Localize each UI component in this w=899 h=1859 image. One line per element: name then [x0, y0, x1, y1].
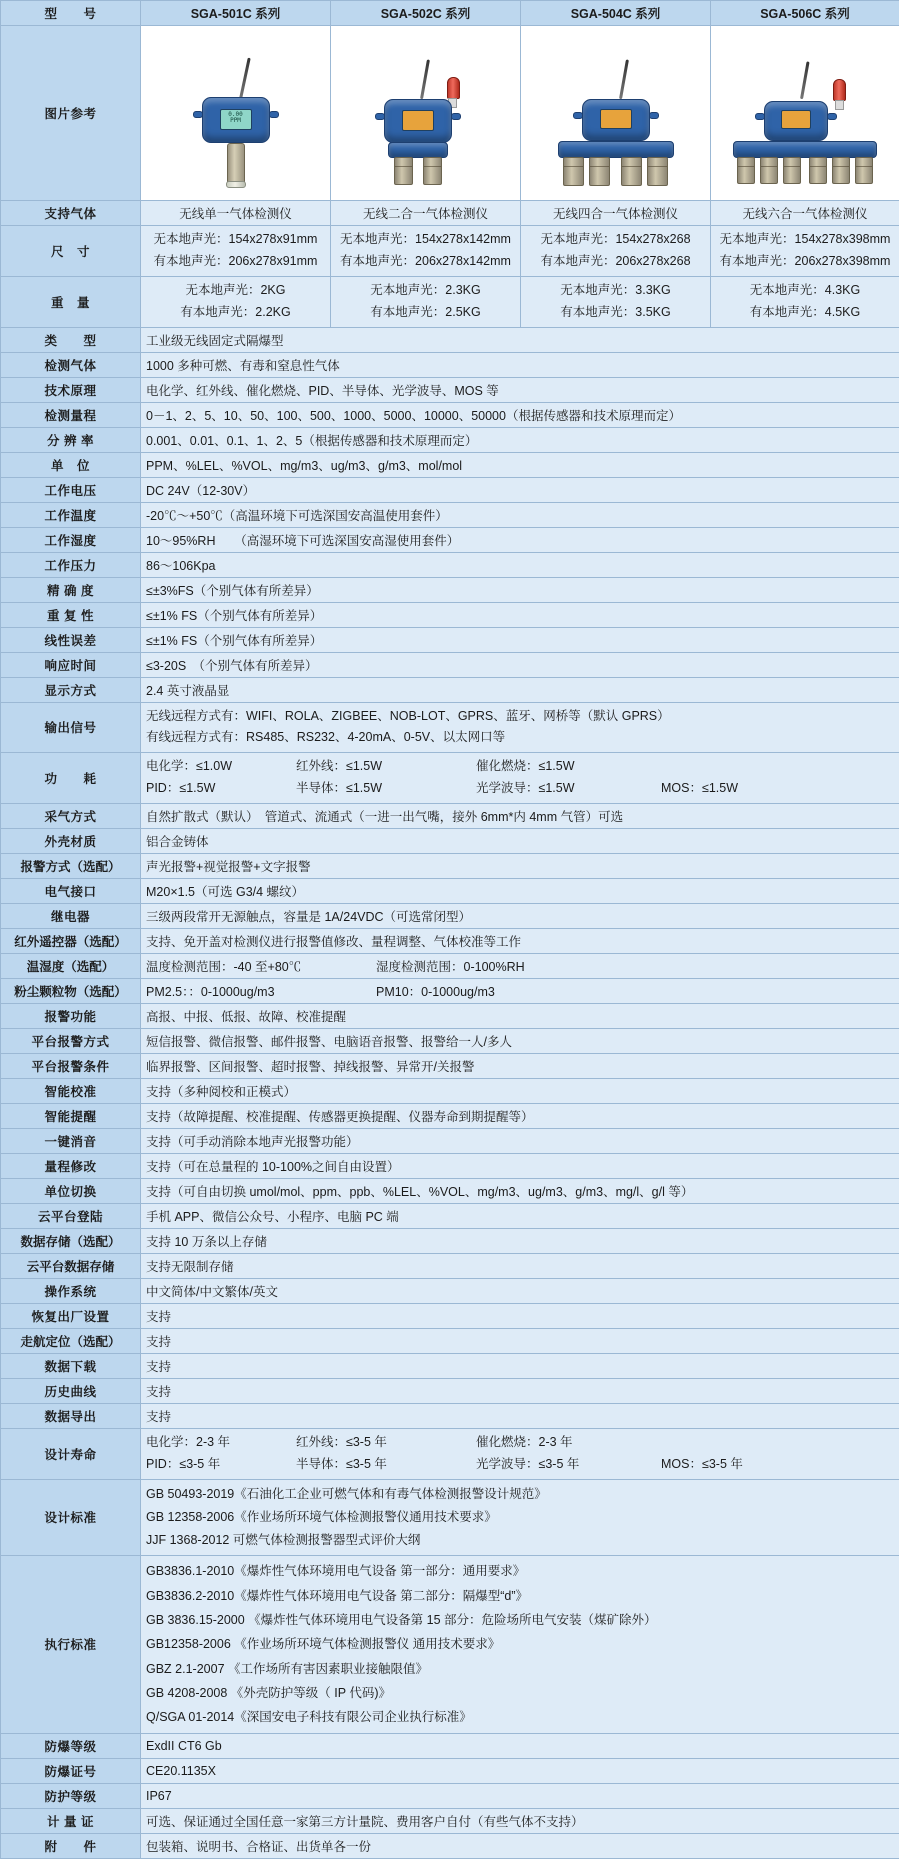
table-row-sampling [1, 804, 899, 829]
display-screen [600, 109, 632, 129]
table-row-cloud-storage [1, 1254, 899, 1279]
table-row-mobile-positioning [1, 1329, 899, 1354]
row-label-ir-remote: 红外遥控器（选配） [1, 929, 141, 954]
table-row-platform-alarm-condition [1, 1054, 899, 1079]
row-label-cloud-login: 云平台登陆 [1, 1204, 141, 1229]
table-row-principle [1, 377, 899, 402]
design-standard-3: JJF 1368-2012 可燃气体检测报警器型式评价大纲 [146, 1529, 894, 1552]
beacon-base [835, 100, 844, 110]
row-label-factory-reset: 恢复出厂设置 [1, 1304, 141, 1329]
row-value-range: 0－1、2、5、10、50、100、500、1000、5000、10000、50000（根据传感器和技术原理而定） [141, 402, 899, 427]
row-value-humidity: 10～95%RH （高湿环境下可选深国安高湿使用套件） [141, 527, 899, 552]
table-row-design-life [1, 1429, 899, 1480]
row-value-ex-rating: ExdII CT6 Gb [141, 1733, 899, 1758]
table-row-humidity [1, 527, 899, 552]
size-no-alarm-3: 无本地声光：154x278x268 [526, 229, 705, 251]
weight-with-alarm-1: 有本地声光：2.2KG [146, 302, 325, 324]
row-label-cloud-storage: 云平台数据存储 [1, 1254, 141, 1279]
exec-standard-2: GB3836.2-2010《爆炸性气体环境用电气设备 第二部分：隔爆型“d”》 [146, 1584, 894, 1608]
output-wired: 有线远程方式有：RS485、RS232、4-20mA、0-5V、以太网口等 [146, 727, 894, 749]
row-value-platform-alarm-mode: 短信报警、微信报警、邮件报警、电脑语音报警、报警给一人/多人 [141, 1029, 899, 1054]
gas-support-3: 无线四合一气体检测仪 [521, 201, 711, 226]
row-label-temp-humidity-option: 温湿度（选配） [1, 954, 141, 979]
gas-manifold [558, 141, 674, 158]
sensor-chamber-2 [589, 157, 610, 186]
row-value-cloud-storage: 支持无限制存储 [141, 1254, 899, 1279]
table-row-linearity [1, 627, 899, 652]
row-label-resolution: 分 辨 率 [1, 427, 141, 452]
sensor-chamber-3 [621, 157, 642, 186]
row-label-alarm-mode: 报警方式（选配） [1, 854, 141, 879]
device-image-506c [711, 26, 899, 201]
row-label-response-time: 响应时间 [1, 652, 141, 677]
row-value-detect-gas: 1000 多种可燃、有毒和窒息性气体 [141, 352, 899, 377]
size-with-alarm-3: 有本地声光：206x278x268 [526, 251, 705, 273]
gas-support-4: 无线六合一气体检测仪 [711, 201, 899, 226]
row-value-data-download: 支持 [141, 1354, 899, 1379]
row-value-os: 中文简体/中文繁体/英文 [141, 1279, 899, 1304]
weight-with-alarm-2: 有本地声光：2.5KG [336, 302, 515, 324]
row-value-repeatability: ≤±1% FS（个别气体有所差异） [141, 602, 899, 627]
antenna-icon [420, 59, 430, 99]
sensor-chamber-2 [760, 157, 778, 184]
table-row-ex-certificate [1, 1758, 899, 1783]
row-value-alarm-mode: 声光报警+视觉报警+文字报警 [141, 854, 899, 879]
size-with-alarm-1: 有本地声光：206x278x91mm [146, 251, 325, 273]
life-mos: MOS：≤3-5 年 [661, 1454, 743, 1476]
life-electrochemical: 电化学：2-3 年 [146, 1432, 296, 1454]
table-row-detect-gas [1, 352, 899, 377]
weight-cell-2 [331, 276, 521, 327]
alarm-beacon-icon [447, 77, 460, 99]
weight-no-alarm-1: 无本地声光：2KG [146, 280, 325, 302]
table-row-unit-switch [1, 1179, 899, 1204]
table-row-mute [1, 1129, 899, 1154]
table-row-gas-support [1, 201, 899, 226]
row-value-type: 工业级无线固定式隔爆型 [141, 327, 899, 352]
table-row-repeatability [1, 602, 899, 627]
table-row-range-modify [1, 1154, 899, 1179]
table-row-design-standard [1, 1479, 899, 1555]
power-optical: 光学波导：≤1.5W [476, 778, 661, 800]
row-label-ex-certificate: 防爆证号 [1, 1758, 141, 1783]
dust-parts [146, 982, 894, 1000]
mount-ear-right [269, 111, 279, 118]
model-header-4: SGA-506C 系列 [711, 1, 899, 26]
row-label-range: 检测量程 [1, 402, 141, 427]
power-semiconductor: 半导体：≤1.5W [296, 778, 476, 800]
power-electrochemical: 电化学：≤1.0W [146, 756, 296, 778]
mount-ear-left [573, 112, 583, 119]
sensor-chamber-1 [737, 157, 755, 184]
life-infrared: 红外线：≤3-5 年 [296, 1432, 476, 1454]
temp-range: 温度检测范围：-40 至+80℃ [146, 957, 376, 975]
weight-no-alarm-2: 无本地声光：2.3KG [336, 280, 515, 302]
table-row-housing [1, 829, 899, 854]
table-row-data-download [1, 1354, 899, 1379]
table-row-accuracy [1, 577, 899, 602]
row-value-exec-standard [141, 1556, 899, 1734]
row-label-electrical-interface: 电气接口 [1, 879, 141, 904]
design-standard-2: GB 12358-2006《作业场所环境气体检测报警仪通用技术要求》 [146, 1506, 894, 1529]
size-cell-1 [141, 226, 331, 277]
row-value-dust-option [141, 979, 899, 1004]
row-label-sampling: 采气方式 [1, 804, 141, 829]
table-row-os [1, 1279, 899, 1304]
row-label-weight: 重 量 [1, 276, 141, 327]
row-label-metrology-certificate: 计 量 证 [1, 1808, 141, 1833]
device-image-504c [521, 26, 711, 201]
alarm-beacon-icon [833, 79, 846, 101]
row-label-os: 操作系统 [1, 1279, 141, 1304]
table-row-accessories [1, 1833, 899, 1858]
sensor-chamber-1 [394, 157, 413, 185]
row-value-temperature: -20℃～+50℃（高温环境下可选深国安高温使用套件） [141, 502, 899, 527]
row-label-design-life: 设计寿命 [1, 1429, 141, 1480]
exec-standard-1: GB3836.1-2010《爆炸性气体环境用电气设备 第一部分：通用要求》 [146, 1559, 894, 1583]
sensor-chamber-5 [832, 157, 850, 184]
size-cell-4 [711, 226, 899, 277]
size-cell-3 [521, 226, 711, 277]
row-label-history-curve: 历史曲线 [1, 1379, 141, 1404]
row-label-housing: 外壳材质 [1, 829, 141, 854]
table-row-exec-standard [1, 1556, 899, 1734]
device-illustration-dual [336, 29, 515, 197]
table-row-power [1, 753, 899, 804]
weight-cell-1 [141, 276, 331, 327]
sensor-chamber-1 [563, 157, 584, 186]
table-row-data-storage [1, 1229, 899, 1254]
device-illustration-quad [526, 29, 705, 197]
antenna-icon [239, 58, 251, 100]
power-catalytic: 催化燃烧：≤1.5W [476, 756, 575, 778]
row-label-data-storage: 数据存储（选配） [1, 1229, 141, 1254]
row-value-display: 2.4 英寸液晶显 [141, 677, 899, 702]
row-label-data-download: 数据下载 [1, 1354, 141, 1379]
row-value-resolution: 0.001、0.01、0.1、1、2、5（根据传感器和技术原理而定） [141, 427, 899, 452]
gas-support-1: 无线单一气体检测仪 [141, 201, 331, 226]
display-screen [402, 110, 434, 131]
gas-support-2: 无线二合一气体检测仪 [331, 201, 521, 226]
table-row-temp-humidity-option [1, 954, 899, 979]
mount-ear-left [375, 113, 385, 120]
row-label-unit: 单 位 [1, 452, 141, 477]
row-value-ir-remote: 支持、免开盖对检测仪进行报警值修改、量程调整、气体校准等工作 [141, 929, 899, 954]
row-value-temp-humidity-option [141, 954, 899, 979]
table-row-ir-remote [1, 929, 899, 954]
row-label-display: 显示方式 [1, 677, 141, 702]
mount-ear-left [193, 111, 203, 118]
sensor-chamber-4 [809, 157, 827, 184]
mount-ear-right [827, 113, 837, 120]
row-value-design-standard [141, 1479, 899, 1555]
row-label-platform-alarm-mode: 平台报警方式 [1, 1029, 141, 1054]
row-value-power [141, 753, 899, 804]
row-label-detect-gas: 检测气体 [1, 352, 141, 377]
row-value-ip-rating: IP67 [141, 1783, 899, 1808]
table-row-data-export [1, 1404, 899, 1429]
row-value-smart-calibration: 支持（多种阅校和正模式） [141, 1079, 899, 1104]
power-line-1 [146, 756, 894, 778]
device-illustration-hex [716, 29, 894, 197]
row-value-unit: PPM、%LEL、%VOL、mg/m3、ug/m3、g/m3、mol/mol [141, 452, 899, 477]
row-value-electrical-interface: M20×1.5（可选 G3/4 螺纹） [141, 879, 899, 904]
row-label-dust-option: 粉尘颗粒物（选配） [1, 979, 141, 1004]
table-row-history-curve [1, 1379, 899, 1404]
exec-standard-6: GB 4208-2008 《外壳防护等级（ IP 代码)》 [146, 1681, 894, 1705]
table-row-dust-option [1, 979, 899, 1004]
row-value-platform-alarm-condition: 临界报警、区间报警、超时报警、掉线报警、异常开/关报警 [141, 1054, 899, 1079]
life-optical: 光学波导：≤3-5 年 [476, 1454, 661, 1476]
row-value-mobile-positioning: 支持 [141, 1329, 899, 1354]
weight-with-alarm-4: 有本地声光：4.5KG [716, 302, 894, 324]
life-semiconductor: 半导体：≤3-5 年 [296, 1454, 476, 1476]
table-row-response-time [1, 652, 899, 677]
row-value-pressure: 86～106Kpa [141, 552, 899, 577]
antenna-icon [619, 59, 629, 99]
table-row-unit [1, 452, 899, 477]
model-header-2: SGA-502C 系列 [331, 1, 521, 26]
row-label-model: 型 号 [1, 1, 141, 26]
sensor-chamber-3 [783, 157, 801, 184]
table-row-voltage [1, 477, 899, 502]
row-value-alarm-function: 高报、中报、低报、故障、校准提醒 [141, 1004, 899, 1029]
row-label-ex-rating: 防爆等级 [1, 1733, 141, 1758]
power-pid: PID：≤1.5W [146, 778, 296, 800]
table-row-ip-rating [1, 1783, 899, 1808]
weight-cell-4 [711, 276, 899, 327]
row-label-principle: 技术原理 [1, 377, 141, 402]
row-label-mute: 一键消音 [1, 1129, 141, 1154]
size-cell-2 [331, 226, 521, 277]
power-infrared: 红外线：≤1.5W [296, 756, 476, 778]
row-value-housing: 铝合金铸体 [141, 829, 899, 854]
table-row-resolution [1, 427, 899, 452]
weight-with-alarm-3: 有本地声光：3.5KG [526, 302, 705, 324]
row-label-relay: 继电器 [1, 904, 141, 929]
row-value-response-time: ≤3-20S （个别气体有所差异） [141, 652, 899, 677]
table-row-platform-alarm-mode [1, 1029, 899, 1054]
row-label-accessories: 附 件 [1, 1833, 141, 1858]
weight-cell-3 [521, 276, 711, 327]
row-label-output-signal: 输出信号 [1, 702, 141, 753]
row-value-cloud-login: 手机 APP、微信公众号、小程序、电脑 PC 端 [141, 1204, 899, 1229]
pm10-range: PM10：0-1000ug/m3 [376, 982, 495, 1000]
design-standard-1: GB 50493-2019《石油化工企业可燃气体和有毒气体检测报警设计规范》 [146, 1483, 894, 1506]
table-row-smart-reminder [1, 1104, 899, 1129]
table-row-relay [1, 904, 899, 929]
table-row-range [1, 402, 899, 427]
row-value-voltage: DC 24V（12-30V） [141, 477, 899, 502]
temp-humidity-parts [146, 957, 894, 975]
row-label-accuracy: 精 确 度 [1, 577, 141, 602]
exec-standard-7: Q/SGA 01-2014《深国安电子科技有限公司企业执行标准》 [146, 1705, 894, 1729]
model-header-3: SGA-504C 系列 [521, 1, 711, 26]
row-value-ex-certificate: CE20.1135X [141, 1758, 899, 1783]
table-row-alarm-mode [1, 854, 899, 879]
table-row-factory-reset [1, 1304, 899, 1329]
row-label-data-export: 数据导出 [1, 1404, 141, 1429]
sensor-probe [227, 143, 245, 185]
row-label-temperature: 工作温度 [1, 502, 141, 527]
table-row-type [1, 327, 899, 352]
life-line-1 [146, 1432, 894, 1454]
table-row-electrical-interface [1, 879, 899, 904]
size-with-alarm-2: 有本地声光：206x278x142mm [336, 251, 515, 273]
row-label-smart-calibration: 智能校准 [1, 1079, 141, 1104]
row-label-smart-reminder: 智能提醒 [1, 1104, 141, 1129]
row-value-range-modify: 支持（可在总量程的 10-100%之间自由设置） [141, 1154, 899, 1179]
display-screen [220, 109, 252, 130]
row-label-platform-alarm-condition: 平台报警条件 [1, 1054, 141, 1079]
row-label-range-modify: 量程修改 [1, 1154, 141, 1179]
row-label-exec-standard: 执行标准 [1, 1556, 141, 1734]
row-label-gas-support: 支持气体 [1, 201, 141, 226]
table-row-size [1, 226, 899, 277]
table-row-output-signal [1, 702, 899, 753]
mount-ear-right [649, 112, 659, 119]
table-row-model [1, 1, 899, 26]
table-row-weight [1, 276, 899, 327]
table-row-image-reference [1, 26, 899, 201]
row-value-mute: 支持（可手动消除本地声光报警功能） [141, 1129, 899, 1154]
table-row-pressure [1, 552, 899, 577]
table-row-temperature [1, 502, 899, 527]
output-wireless: 无线远程方式有：WIFI、ROLA、ZIGBEE、NOB-LOT、GPRS、蓝牙、网桥等（默认 GPRS） [146, 706, 894, 728]
gas-manifold [388, 142, 448, 158]
life-catalytic: 催化燃烧：2-3 年 [476, 1432, 573, 1454]
row-label-linearity: 线性误差 [1, 627, 141, 652]
row-label-unit-switch: 单位切换 [1, 1179, 141, 1204]
row-value-accuracy: ≤±3%FS（个别气体有所差异） [141, 577, 899, 602]
row-value-sampling: 自然扩散式（默认） 管道式、流通式（一进一出气嘴，接外 6mm*内 4mm 气管）可选 [141, 804, 899, 829]
life-line-2 [146, 1454, 894, 1476]
row-label-image-reference: 图片参考 [1, 26, 141, 201]
row-value-history-curve: 支持 [141, 1379, 899, 1404]
row-label-alarm-function: 报警功能 [1, 1004, 141, 1029]
size-with-alarm-4: 有本地声光：206x278x398mm [716, 251, 894, 273]
row-value-metrology-certificate: 可选、保证通过全国任意一家第三方计量院、费用客户自付（有些气体不支持） [141, 1808, 899, 1833]
row-label-repeatability: 重 复 性 [1, 602, 141, 627]
row-value-factory-reset: 支持 [141, 1304, 899, 1329]
device-image-501c [141, 26, 331, 201]
table-row-display [1, 677, 899, 702]
device-image-502c [331, 26, 521, 201]
row-value-unit-switch: 支持（可自由切换 umol/mol、ppm、ppb、%LEL、%VOL、mg/m3、ug/m3、g/m3、mg/l、g/l 等） [141, 1179, 899, 1204]
row-label-ip-rating: 防护等级 [1, 1783, 141, 1808]
size-no-alarm-4: 无本地声光：154x278x398mm [716, 229, 894, 251]
gas-manifold [733, 141, 877, 158]
exec-standard-4: GB12358-2006 《作业场所环境气体检测报警仪 通用技术要求》 [146, 1632, 894, 1656]
sensor-chamber-2 [423, 157, 442, 185]
screen-reading: 0.00 PPM [221, 110, 251, 124]
row-value-smart-reminder: 支持（故障提醒、校准提醒、传感器更换提醒、仪器寿命到期提醒等） [141, 1104, 899, 1129]
power-line-2 [146, 778, 894, 800]
model-header-1: SGA-501C 系列 [141, 1, 331, 26]
exec-standard-3: GB 3836.15-2000 《爆炸性气体环境用电气设备第 15 部分：危险场所电气安装（煤矿除外） [146, 1608, 894, 1632]
weight-no-alarm-4: 无本地声光：4.3KG [716, 280, 894, 302]
row-label-size: 尺 寸 [1, 226, 141, 277]
device-illustration-single [146, 29, 325, 197]
row-value-accessories: 包装箱、说明书、合格证、出货单各一份 [141, 1833, 899, 1858]
row-label-power: 功 耗 [1, 753, 141, 804]
row-label-humidity: 工作湿度 [1, 527, 141, 552]
size-no-alarm-1: 无本地声光：154x278x91mm [146, 229, 325, 251]
sensor-chamber-6 [855, 157, 873, 184]
row-value-linearity: ≤±1% FS（个别气体有所差异） [141, 627, 899, 652]
antenna-icon [800, 61, 810, 99]
probe-tip [226, 181, 246, 188]
row-value-data-export: 支持 [141, 1404, 899, 1429]
row-label-pressure: 工作压力 [1, 552, 141, 577]
row-value-design-life [141, 1429, 899, 1480]
table-row-metrology-certificate [1, 1808, 899, 1833]
display-screen [781, 110, 811, 129]
sensor-chamber-4 [647, 157, 668, 186]
power-mos: MOS：≤1.5W [661, 778, 738, 800]
mount-ear-left [755, 113, 765, 120]
row-label-mobile-positioning: 走航定位（选配） [1, 1329, 141, 1354]
row-value-output-signal [141, 702, 899, 753]
table-row-ex-rating [1, 1733, 899, 1758]
row-label-voltage: 工作电压 [1, 477, 141, 502]
table-row-smart-calibration [1, 1079, 899, 1104]
row-value-data-storage: 支持 10 万条以上存储 [141, 1229, 899, 1254]
weight-no-alarm-3: 无本地声光：3.3KG [526, 280, 705, 302]
table-row-cloud-login [1, 1204, 899, 1229]
table-row-alarm-function [1, 1004, 899, 1029]
mount-ear-right [451, 113, 461, 120]
exec-standard-5: GBZ 2.1-2007 《工作场所有害因素职业接触限值》 [146, 1657, 894, 1681]
row-value-principle: 电化学、红外线、催化燃烧、PID、半导体、光学波导、MOS 等 [141, 377, 899, 402]
row-label-type: 类 型 [1, 327, 141, 352]
life-pid: PID：≤3-5 年 [146, 1454, 296, 1476]
row-value-relay: 三级两段常开无源触点，容量是 1A/24VDC（可选常闭型） [141, 904, 899, 929]
humidity-range: 湿度检测范围：0-100%RH [376, 957, 525, 975]
pm25-range: PM2.5：：0-1000ug/m3 [146, 982, 376, 1000]
row-label-design-standard: 设计标准 [1, 1479, 141, 1555]
size-no-alarm-2: 无本地声光：154x278x142mm [336, 229, 515, 251]
